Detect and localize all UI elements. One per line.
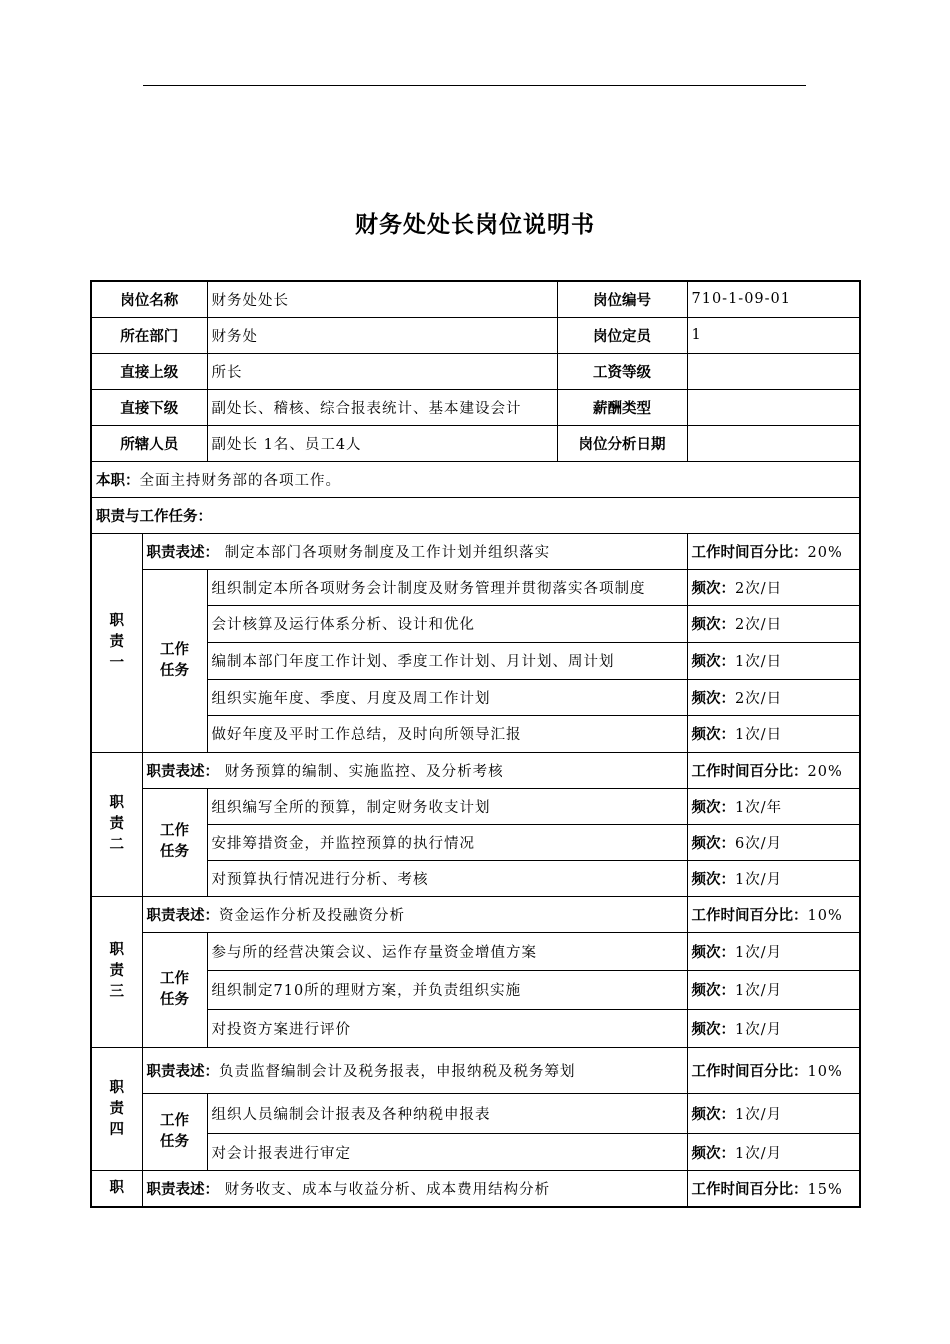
frequency-value: 1次/年: [735, 799, 783, 816]
duty-row: [91, 533, 860, 569]
task-frequency: [687, 932, 860, 971]
task-text: 参与所的经营决策会议、运作存量资金增值方案: [207, 932, 687, 971]
task-row: [91, 642, 860, 679]
task-frequency: [687, 1094, 860, 1134]
info-label: 岗位分析日期: [557, 425, 687, 461]
duty-name: [91, 1171, 142, 1207]
info-label: 岗位名称: [91, 281, 207, 317]
frequency-value: 1次/月: [735, 983, 783, 1000]
task-text: 组织实施年度、季度、月度及周工作计划: [207, 679, 687, 716]
task-row: [91, 932, 860, 971]
task-row: [91, 679, 860, 716]
frequency-label: 频次：: [691, 799, 735, 816]
duty-desc-label: 职责表述：: [146, 907, 219, 924]
duty-desc-label: 职责表述：: [146, 544, 219, 561]
task-group-text: 工作任务: [160, 970, 189, 1008]
info-value: 710-1-09-01: [687, 281, 860, 317]
task-frequency: [687, 679, 860, 716]
task-text: 对投资方案进行评价: [207, 1009, 687, 1048]
time-percent-label: 工作时间百分比：: [691, 1064, 808, 1080]
duty-row: [91, 1171, 860, 1207]
duty-desc-label: 职责表述：: [146, 763, 219, 780]
duty-description: [142, 752, 687, 788]
time-percent-value: 10%: [807, 907, 843, 924]
job-description-table: [90, 280, 861, 1208]
frequency-label: 频次：: [691, 1021, 735, 1038]
duty-description: [142, 896, 687, 932]
duty-description: [142, 1048, 687, 1094]
task-frequency: [687, 788, 860, 824]
task-group-label: [142, 569, 207, 752]
duty-time-percent: [687, 1171, 860, 1207]
task-row: [91, 1094, 860, 1134]
task-row: [91, 788, 860, 824]
task-text: 组织制定本所各项财务会计制度及财务管理并贯彻落实各项制度: [207, 569, 687, 606]
frequency-value: 1次/月: [735, 944, 783, 961]
task-frequency: [687, 716, 860, 753]
frequency-value: 2次/日: [735, 690, 783, 707]
info-row: [91, 317, 860, 353]
task-group-label: [142, 932, 207, 1048]
duty-name-text: 职: [109, 1179, 124, 1196]
frequency-value: 1次/日: [735, 654, 783, 670]
duty-time-percent: [687, 533, 860, 569]
time-percent-value: 20%: [807, 544, 843, 561]
info-label: 工资等级: [557, 353, 687, 389]
task-frequency: [687, 1134, 860, 1171]
task-row: [91, 1009, 860, 1048]
task-group-label: [142, 1094, 207, 1171]
duty-desc-text: 负责监督编制会计及税务报表，申报纳税及税务筹划: [219, 1064, 576, 1080]
frequency-value: 1次/日: [735, 727, 783, 744]
info-value: [687, 425, 860, 461]
info-value: 副处长、稽核、综合报表统计、基本建设会计: [207, 389, 557, 425]
info-row: [91, 353, 860, 389]
duty-name: [91, 1048, 142, 1171]
frequency-label: 频次：: [691, 944, 735, 961]
duty-desc-label: 职责表述：: [146, 1064, 219, 1080]
task-row: [91, 1134, 860, 1171]
info-value: 1: [687, 317, 860, 353]
duty-row: [91, 896, 860, 932]
task-frequency: [687, 824, 860, 860]
duty-time-percent: [687, 752, 860, 788]
info-value: [687, 353, 860, 389]
task-text: 做好年度及平时工作总结，及时向所领导汇报: [207, 716, 687, 753]
time-percent-label: 工作时间百分比：: [691, 907, 808, 924]
frequency-label: 频次：: [691, 1145, 735, 1162]
time-percent-value: 15%: [807, 1181, 843, 1198]
frequency-value: 1次/月: [735, 1021, 783, 1038]
duty-desc-text: 资金运作分析及投融资分析: [219, 907, 405, 924]
frequency-label: 频次：: [691, 690, 735, 707]
task-frequency: [687, 1009, 860, 1048]
duty-name-text: 职责二: [109, 794, 124, 853]
task-group-text: 工作任务: [160, 1113, 189, 1150]
task-row: [91, 606, 860, 643]
task-text: 安排筹措资金，并监控预算的执行情况: [207, 824, 687, 860]
frequency-label: 频次：: [691, 835, 735, 852]
duties-header: 职责与工作任务：: [91, 497, 860, 533]
duty-time-percent: [687, 1048, 860, 1094]
info-value: 所长: [207, 353, 557, 389]
time-percent-label: 工作时间百分比：: [691, 544, 808, 561]
duty-name-text: 职责一: [109, 613, 124, 671]
info-label: 岗位定员: [557, 317, 687, 353]
task-text: 组织人员编制会计报表及各种纳税申报表: [207, 1094, 687, 1134]
task-text: 对会计报表进行审定: [207, 1134, 687, 1171]
task-text: 组织制定710所的理财方案，并负责组织实施: [207, 971, 687, 1010]
header-rule: [143, 85, 806, 86]
duty-name: [91, 752, 142, 896]
time-percent-value: 10%: [807, 1064, 843, 1080]
info-row: [91, 425, 860, 461]
duty-desc-label: 职责表述：: [146, 1181, 219, 1198]
info-label: 薪酬类型: [557, 389, 687, 425]
info-row: [91, 281, 860, 317]
info-value: [687, 389, 860, 425]
duty-name-text: 职责三: [109, 942, 124, 1001]
info-label: 所在部门: [91, 317, 207, 353]
frequency-label: 频次：: [691, 654, 735, 670]
frequency-label: 频次：: [691, 983, 735, 1000]
duty-description: [142, 1171, 687, 1207]
task-group-label: [142, 788, 207, 896]
task-frequency: [687, 860, 860, 896]
duty-description: [142, 533, 687, 569]
task-group-text: 工作任务: [160, 641, 189, 679]
frequency-value: 6次/月: [735, 835, 783, 852]
info-value: 财务处: [207, 317, 557, 353]
frequency-value: 1次/月: [735, 1145, 783, 1162]
info-label: 所辖人员: [91, 425, 207, 461]
frequency-value: 1次/月: [735, 871, 783, 888]
info-value: 副处长 1名、员工4人: [207, 425, 557, 461]
task-frequency: [687, 606, 860, 643]
frequency-value: 1次/月: [735, 1107, 783, 1123]
task-frequency: [687, 642, 860, 679]
info-label: 直接上级: [91, 353, 207, 389]
info-row: [91, 389, 860, 425]
duty-time-percent: [687, 896, 860, 932]
duty-row: [91, 752, 860, 788]
duty-name-text: 职责四: [109, 1079, 124, 1138]
document-title: 财务处处长岗位说明书: [355, 212, 595, 238]
task-text: 会计核算及运行体系分析、设计和优化: [207, 606, 687, 643]
duty-desc-text: 制定本部门各项财务制度及工作计划并组织落实: [219, 544, 551, 561]
time-percent-label: 工作时间百分比：: [691, 763, 808, 780]
frequency-value: 2次/日: [735, 580, 783, 597]
task-text: 对预算执行情况进行分析、考核: [207, 860, 687, 896]
frequency-label: 频次：: [691, 580, 735, 597]
duty-desc-text: 财务收支、成本与收益分析、成本费用结构分析: [219, 1181, 551, 1198]
task-text: 组织编写全所的预算，制定财务收支计划: [207, 788, 687, 824]
task-frequency: [687, 569, 860, 606]
info-label: 岗位编号: [557, 281, 687, 317]
task-text: 编制本部门年度工作计划、季度工作计划、月计划、周计划: [207, 642, 687, 679]
task-frequency: [687, 971, 860, 1010]
task-row: [91, 971, 860, 1010]
duty-row: [91, 1048, 860, 1094]
task-row: [91, 860, 860, 896]
task-row: [91, 569, 860, 606]
frequency-value: 2次/日: [735, 617, 783, 634]
frequency-label: 频次：: [691, 727, 735, 744]
frequency-label: 频次：: [691, 1107, 735, 1123]
task-row: [91, 716, 860, 753]
duty-name: [91, 533, 142, 752]
duty-name: [91, 896, 142, 1048]
task-row: [91, 824, 860, 860]
task-group-text: 工作任务: [160, 823, 189, 860]
frequency-label: 频次：: [691, 871, 735, 888]
info-value: 财务处处长: [207, 281, 557, 317]
time-percent-value: 20%: [807, 763, 843, 780]
info-label: 直接下级: [91, 389, 207, 425]
benzhi-label: 本职：: [96, 472, 140, 489]
benzhi-text: 全面主持财务部的各项工作。: [139, 472, 341, 489]
duty-desc-text: 财务预算的编制、实施监控、及分析考核: [219, 763, 504, 780]
time-percent-label: 工作时间百分比：: [691, 1181, 808, 1198]
benzhi-row: [91, 461, 860, 497]
frequency-label: 频次：: [691, 617, 735, 634]
